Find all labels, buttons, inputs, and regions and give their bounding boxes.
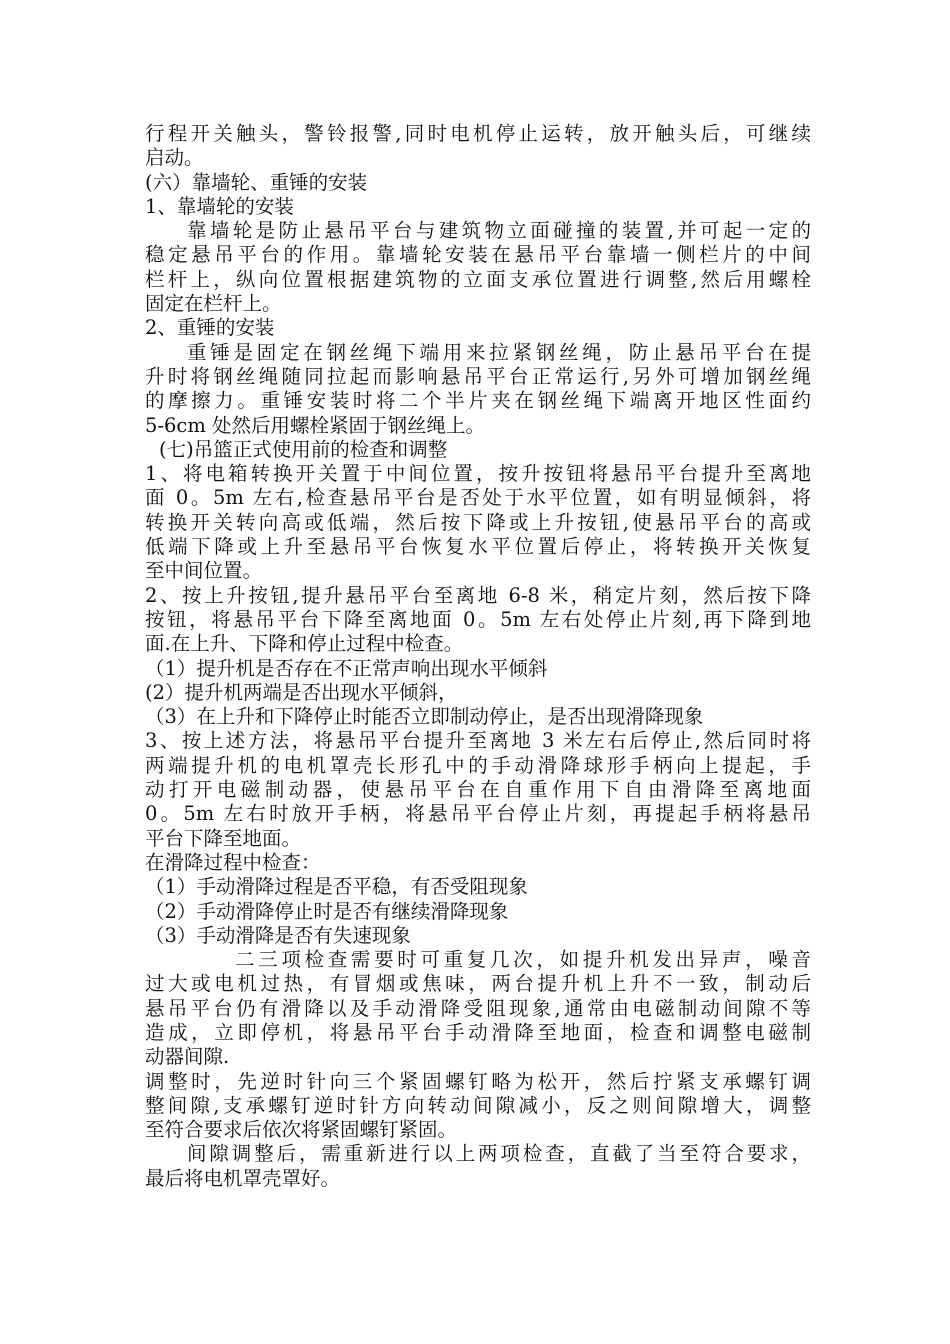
text-line: （3）手动滑降是否有失速现象 (145, 923, 411, 947)
text-line: 动器间隙. (145, 1045, 230, 1069)
text-line: 0。5m 左右时放开手柄，将悬吊平台停止片刻，再提起手柄将悬吊 (145, 802, 811, 826)
text-line: 最后将电机罩壳罩好。 (145, 1166, 341, 1190)
text-line: 动打开电磁制动器，使悬吊平台在自重作用下自由滑降至离地面 (145, 778, 811, 802)
text-line: 两端提升机的电机罩壳长形孔中的手动滑降球形手柄向上提起，手 (145, 753, 811, 777)
text-line: 栏杆上，纵向位置根据建筑物的立面支承位置进行调整,然后用螺栓 (145, 267, 811, 291)
text-line: 平台下降至地面。 (145, 826, 302, 850)
text-line: （1）手动滑降过程是否平稳，有否受阻现象 (145, 875, 528, 899)
text-line: 的摩擦力。重锤安装时将二个半片夹在钢丝绳下端离开地区性面约 (145, 389, 811, 413)
text-line: 间隙调整后，需重新进行以上两项检查，直截了当至符合要求， (187, 1142, 811, 1166)
text-line: 按钮，将悬吊平台下降至离地面 0。5m 左右处停止片刻,再下降到地 (145, 607, 811, 631)
text-line: (七)吊篮正式使用前的检查和调整 (159, 437, 448, 461)
text-line: 2、重锤的安装 (145, 316, 275, 340)
text-line: 2、按上升按钮,提升悬吊平台至离地 6-8 米，稍定片刻，然后按下降 (145, 583, 811, 607)
text-line: 至中间位置。 (145, 559, 263, 583)
text-line: 固定在栏杆上。 (145, 292, 282, 316)
text-line: 二三项检查需要时可重复几次，如提升机发出异声，噪音 (235, 948, 811, 972)
text-line: 过大或电机过热，有冒烟或焦味，两台提升机上升不一致，制动后 (145, 972, 811, 996)
text-line: 1、将电箱转换开关置于中间位置，按升按钮将悬吊平台提升至离地 (145, 462, 811, 486)
text-line: 悬吊平台仍有滑降以及手动滑降受阻现象,通常由电磁制动间隙不等 (145, 996, 811, 1020)
text-line: 5-6cm 处然后用螺栓紧固于钢丝绳上。 (145, 413, 486, 437)
text-line: (六）靠墙轮、重锤的安装 (145, 170, 368, 194)
text-line: （2）手动滑降停止时是否有继续滑降现象 (145, 899, 509, 923)
text-line: 升时将钢丝绳随同拉起而影响悬吊平台正常运行,另外可增加钢丝绳 (145, 364, 811, 388)
text-line: 低端下降或上升至悬吊平台恢复水平位置后停止，将转换开关恢复 (145, 535, 811, 559)
text-line: 重锤是固定在钢丝绳下端用来拉紧钢丝绳，防止悬吊平台在提 (187, 340, 811, 364)
text-line: 启动。 (145, 146, 204, 170)
text-line: 调整时，先逆时针向三个紧固螺钉略为松开，然后拧紧支承螺钉调 (145, 1069, 811, 1093)
text-line: 面 0。5m 左右,检查悬吊平台是否处于水平位置，如有明显倾斜，将 (145, 486, 811, 510)
text-line: 面.在上升、下降和停止过程中检查。 (145, 632, 464, 656)
text-line: 3、按上述方法，将悬吊平台提升至离地 3 米左右后停止,然后同时将 (145, 729, 811, 753)
text-line: 行程开关触头，警铃报警,同时电机停止运转，放开触头后，可继续 (145, 122, 811, 145)
text-line: 整间隙,支承螺钉逆时针方向转动间隙减小，反之则间隙增大，调整 (145, 1093, 811, 1117)
text-line: 至符合要求后依次将紧固螺钉紧固。 (145, 1118, 458, 1142)
text-line: 靠墙轮是防止悬吊平台与建筑物立面碰撞的装置,并可起一定的 (187, 219, 811, 243)
text-line: 稳定悬吊平台的作用。靠墙轮安装在悬吊平台靠墙一侧栏片的中间 (145, 243, 811, 267)
text-line: （1）提升机是否存在不正常声响出现水平倾斜 (145, 656, 548, 680)
text-line: 转换开关转向高或低端，然后按下降或上升按钮,使悬吊平台的高或 (145, 510, 811, 534)
text-line: (2）提升机两端是否出现水平倾斜， (145, 680, 458, 704)
text-line: （3）在上升和下降停止时能否立即制动停止，是否出现滑降现象 (145, 705, 704, 729)
text-line: 造成，立即停机，将悬吊平台手动滑降至地面，检查和调整电磁制 (145, 1020, 811, 1044)
document-page (145, 122, 811, 1191)
text-line: 1、靠墙轮的安装 (145, 194, 294, 218)
text-line: 在滑降过程中检查： (145, 850, 321, 874)
